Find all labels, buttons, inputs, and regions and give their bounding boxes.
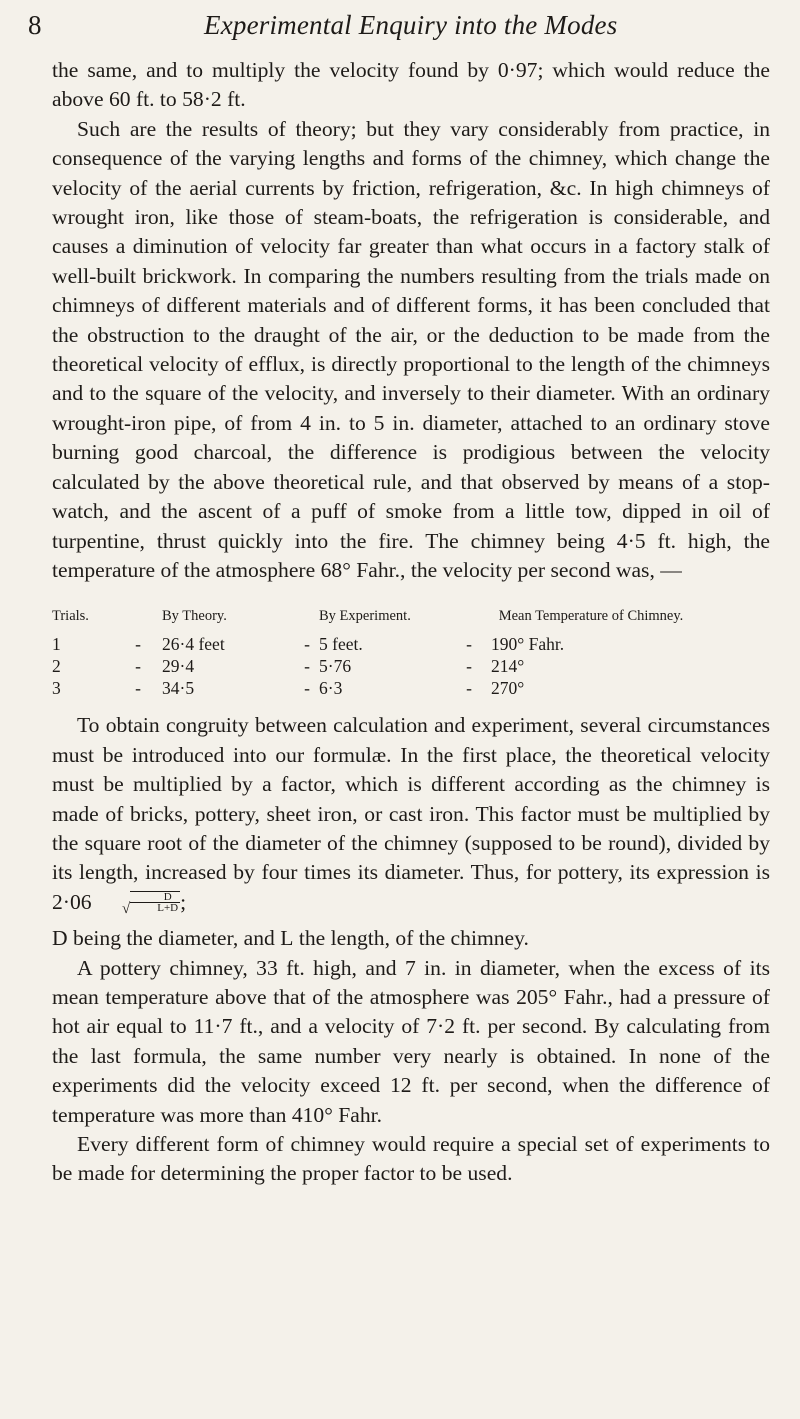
table-header-row [52, 599, 770, 633]
cell-theory: 26·4 feet [162, 633, 225, 654]
table-row [52, 655, 770, 677]
cell-trial: 3 [52, 677, 61, 698]
header-mean-temperature: Mean Temperature of Chimney. [498, 607, 684, 624]
paragraph-1: the same, and to multiply the velocity found by 0·97; which would reduce the above 60 ft. to 58·2 ft. [52, 58, 770, 112]
header-by-theory: By Theory. [162, 607, 227, 624]
paragraph-4-mid: being the diameter, and [73, 926, 275, 951]
paragraph-3-text: To obtain congruity between calculation and experiment, several circumstances must be introduced into our formulæ. In the first place, the theoretical velocity must be multiplied by a factor, which is different according as the chimney is made of bricks, pottery, sheet iron, or cast iron. This factor must be multiplied by the square root of the diameter of the chimney (supposed to be round), divided by its length, increased by four times its diameter. Thus, for pottery, its expression is 2·06 [52, 713, 770, 914]
formula-denominator: L+D [157, 901, 179, 914]
cell-dash: - [304, 655, 310, 676]
paragraph-6: Every different form of chimney would require a special set of experiments to be made for determining the proper factor to be used. [52, 1132, 770, 1186]
cell-dash: - [304, 633, 310, 654]
table-row [52, 677, 770, 699]
cell-experiment: 5 feet. [319, 633, 363, 654]
cell-dash: - [466, 655, 472, 676]
cell-dash: - [135, 677, 141, 698]
header-trials: Trials. [52, 607, 89, 624]
cell-temperature: 270° [491, 677, 525, 698]
symbol-d: D [52, 926, 68, 951]
cell-dash: - [466, 677, 472, 698]
cell-dash: - [135, 655, 141, 676]
paragraph-5: A pottery chimney, 33 ft. high, and 7 in. in diameter, when the excess of its mean temperature above that of the atmosphere was 205° Fahr., had a pressure of hot air equal to 11·7 ft., and a velocity of 7·2 ft. per second. By calculating from the last formula, the same number very nearly is obtained. In none of the experiments did the velocity exceed 12 ft. per second, when the difference of temperature was more than 410° Fahr. [52, 955, 770, 1127]
header-by-experiment: By Experiment. [319, 607, 411, 624]
body-text [52, 56, 770, 1189]
symbol-l: L [280, 926, 294, 951]
cell-dash: - [304, 677, 310, 698]
trials-table [52, 599, 770, 699]
cell-theory: 29·4 [162, 655, 195, 676]
cell-dash: - [135, 633, 141, 654]
cell-theory: 34·5 [162, 677, 195, 698]
paragraph-4-end: the length, of the chimney. [298, 926, 529, 951]
table-row [52, 633, 770, 655]
paragraph-2: Such are the results of theory; but they vary considerably from practice, in consequence of the varying lengths and forms of the chimney, which change the velocity of the aerial currents by friction, refrigeration, &c. In high chimneys of wrought iron, like those of steam-boats, the refrigeration is considerable, and causes a diminution of velocity far greater than what occurs in a factory stalk of well-built brickwork. In comparing the numbers resulting from the trials made on chimneys of different materials and of different forms, it has been concluded that the obstruction to the draught of the air, or the deduction to be made from the theoretical velocity of efflux, is directly proportional to the length of the chimneys and to the square of the velocity, and inversely to their diameter. With an ordinary wrought-iron pipe, of from 4 in. to 5 in. diameter, attached to an ordinary stove burning good charcoal, the difference is prodigious between the velocity calculated by the above theoretical rule, and that observed by means of a stop-watch, and the ascent of a puff of smoke from a little tow, dipped in oil of turpentine, thrust quickly into the fire. The chimney being 4·5 ft. high, the temperature of the atmosphere 68° Fahr., the velocity per second was, — [52, 116, 770, 582]
pottery-formula [97, 891, 180, 924]
cell-temperature: 214° [491, 655, 525, 676]
page-header [28, 6, 772, 46]
paragraph-3 [52, 711, 770, 924]
formula-numerator: D [130, 892, 180, 903]
cell-temperature: 190° Fahr. [491, 633, 565, 654]
cell-trial: 2 [52, 655, 61, 676]
formula-terminator: ; [180, 889, 187, 914]
page-number: 8 [28, 10, 42, 40]
cell-experiment: 5·76 [319, 655, 352, 676]
formula-fraction [130, 891, 180, 913]
running-title: Experimental Enquiry into the Modes [204, 10, 618, 40]
cell-experiment: 6·3 [319, 677, 343, 698]
paragraph-4 [52, 924, 770, 953]
cell-dash: - [466, 633, 472, 654]
cell-trial: 1 [52, 633, 61, 654]
square-root-sign: √ [122, 900, 131, 917]
